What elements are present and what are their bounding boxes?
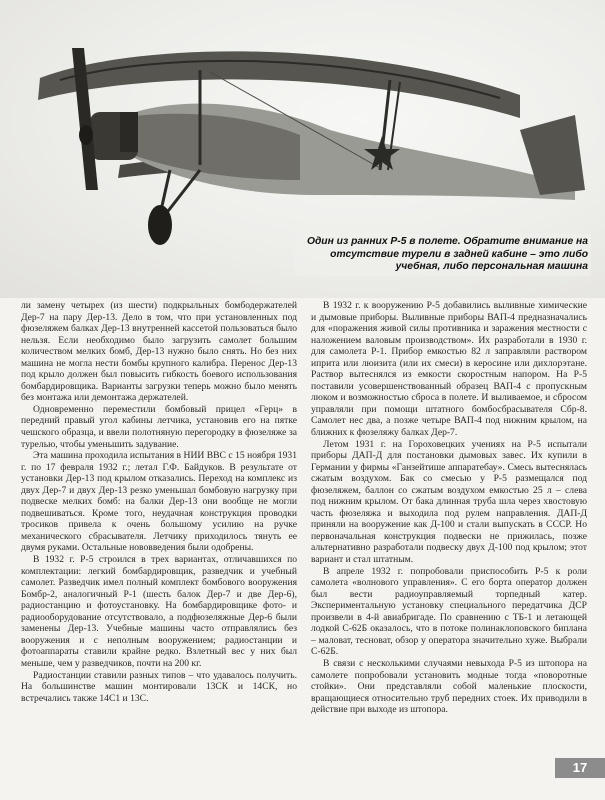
paragraph: В 1932 г. к вооружению Р-5 добавились выливные химические и дымовые приборы. Выливные приборы ВАП-4 предназначались для «поражения живой силы противника и заражения местности с наложением валовым производством». Их разработали в 1930 г. для самолета Р-1. Прибор емкостью 82 л заправляли раствором иприта или люизита (или их смеси) в керосине или дихлорэтане. Раствор вытеснялся из емкости скоростным напором. На Р-5 поставили усовершенствованный образец ВАП-4 с пропускным люком и возможностью сброса в полете. И выливаемое, и сбросом управляли при помощи штатного бомбосбрасывателя Сбр-8. Самолет нес два, а позже четыре ВАП-4 под нижним крылом, на ближних к фюзеляжу балках Дер-7. [311,300,587,439]
paragraph: Радиостанции ставили разных типов – что удавалось получить. На большинстве машин монтировали 13СК и 14СК, но встречались также 14С1 и 13С. [21,669,297,704]
page-number: 17 [555,758,605,778]
aircraft-photo [0,0,605,298]
right-text-column [311,300,587,716]
paragraph: Одновременно переместили бомбовый прицел «Герц» в передний правый угол кабины летчика, установив его на пятке чешского образца, и ввели полотняную перегородку в фюзеляже за турелью, чтобы уменьшить задувание. [21,403,297,450]
paragraph: В связи с несколькими случаями невыхода Р-5 из штопора на самолете попробовали установить модные тогда «поворотные стойки». Они представляли собой маленькие плоскости, вращающиеся относительно труб передних стоек. Их приводили в действие при выходе из штопора. [311,657,587,716]
photo-caption: Один из ранних Р-5 в полете. Обратите внимание на отсутствие турели в задней кабине – это либо учебная, либо персональная машина [295,234,591,276]
paragraph: ли замену четырех (из шести) подкрыльных бомбодержателей Дер-7 на пару Дер-13. Дело в том, что при установленных под фюзеляжем балках Дер-13 внутренней кассетой пользоваться было нельзя. Если необходимо было загрузить самолет большим количеством мелких бомб, Дер-13 нужно было снять. Но без них машина не могла нести бомбы крупного калибра. Перенос Дер-13 под крыло должен был повысить гибкость боевого использования бомбардировщика. Варианты загрузки теперь можно было менять без монтажа или демонтажа держателей. [21,300,297,404]
paragraph: В 1932 г. Р-5 строился в трех вариантах, отличавшихся по комплектации: легкий бомбардировщик, разведчик и учебный самолет. Разведчик имел полный комплект бомбового вооружения Бомбр-2, аналогичный Р-1 (шесть балок Дер-7 и две Дер-6), радиостанцию и фотоустановку. На бомбардировщике фото- и радиооборудование отсутствовало, а подфюзеляжные Дер-6 были заменены Дер-13. Учебные машины часто отправлялись без вооружения и с неполным вооружением; радиостанции и фотоаппараты ставили крайне редко. Взлетный вес у них был меньше, чем у разведчиков, почти на 200 кг. [21,554,297,669]
paragraph: Летом 1931 г. на Гороховецких учениях на Р-5 испытали приборы ДАП-Д для постановки дымовых завес. Их купили в Германии у фирмы «Ганзейтише аппаратебау». Смесь вытеснялась сжатым воздухом. Бак со смесью у Р-5 размещался под фюзеляжем, баллон со сжатым воздухом емкостью 25 л – слева под нижним крылом. От бака длинная труба шла через хвостовую часть фюзеляжа и выходила под рулем направления. ДАП-Д приняли на вооружение как Д-100 и стали выпускать в СССР. Но первоначальная конструкция подвески не прижилась, позже альтернативно разработали подвеску двух Д-100 под крылом; этот вариант и стал штатным. [311,438,587,566]
left-text-column [21,300,297,704]
paragraph: Эта машина проходила испытания в НИИ ВВС с 15 ноября 1931 г. по 17 февраля 1932 г.; летал Г.Ф. Байдуков. В результате от установки Дер-13 под крылом отказались. Переход на комплекс из двух Дер-7 и двух Дер-13 резко уменьшал бомбовую нагрузку при подвеске мелких бомб: на балки Дер-13 они вообще не могли подвешиваться. Кроме того, неудачная конструкция проводки тросиков привела к очень большому усилию на ручке механического сбрасывателя. Летчику приходилось тянуть ее двумя руками. Остальные нововведения были одобрены. [21,450,297,554]
paragraph: В апреле 1932 г. попробовали приспособить Р-5 к роли самолета «волнового управления». С его борта оператор должен был вести радиоуправляемый торпедный катер. Экспериментальную установку специального передатчика ДСР произвели в 4-й авиабригаде. По сравнению с ТБ-1 и летающей лодкой С-62Б оказалось, что в потоке полинаклоповского биплана – маловат, тесноват, обзор у оператора значительно хуже. Выбрали С-62Б. [311,565,587,658]
